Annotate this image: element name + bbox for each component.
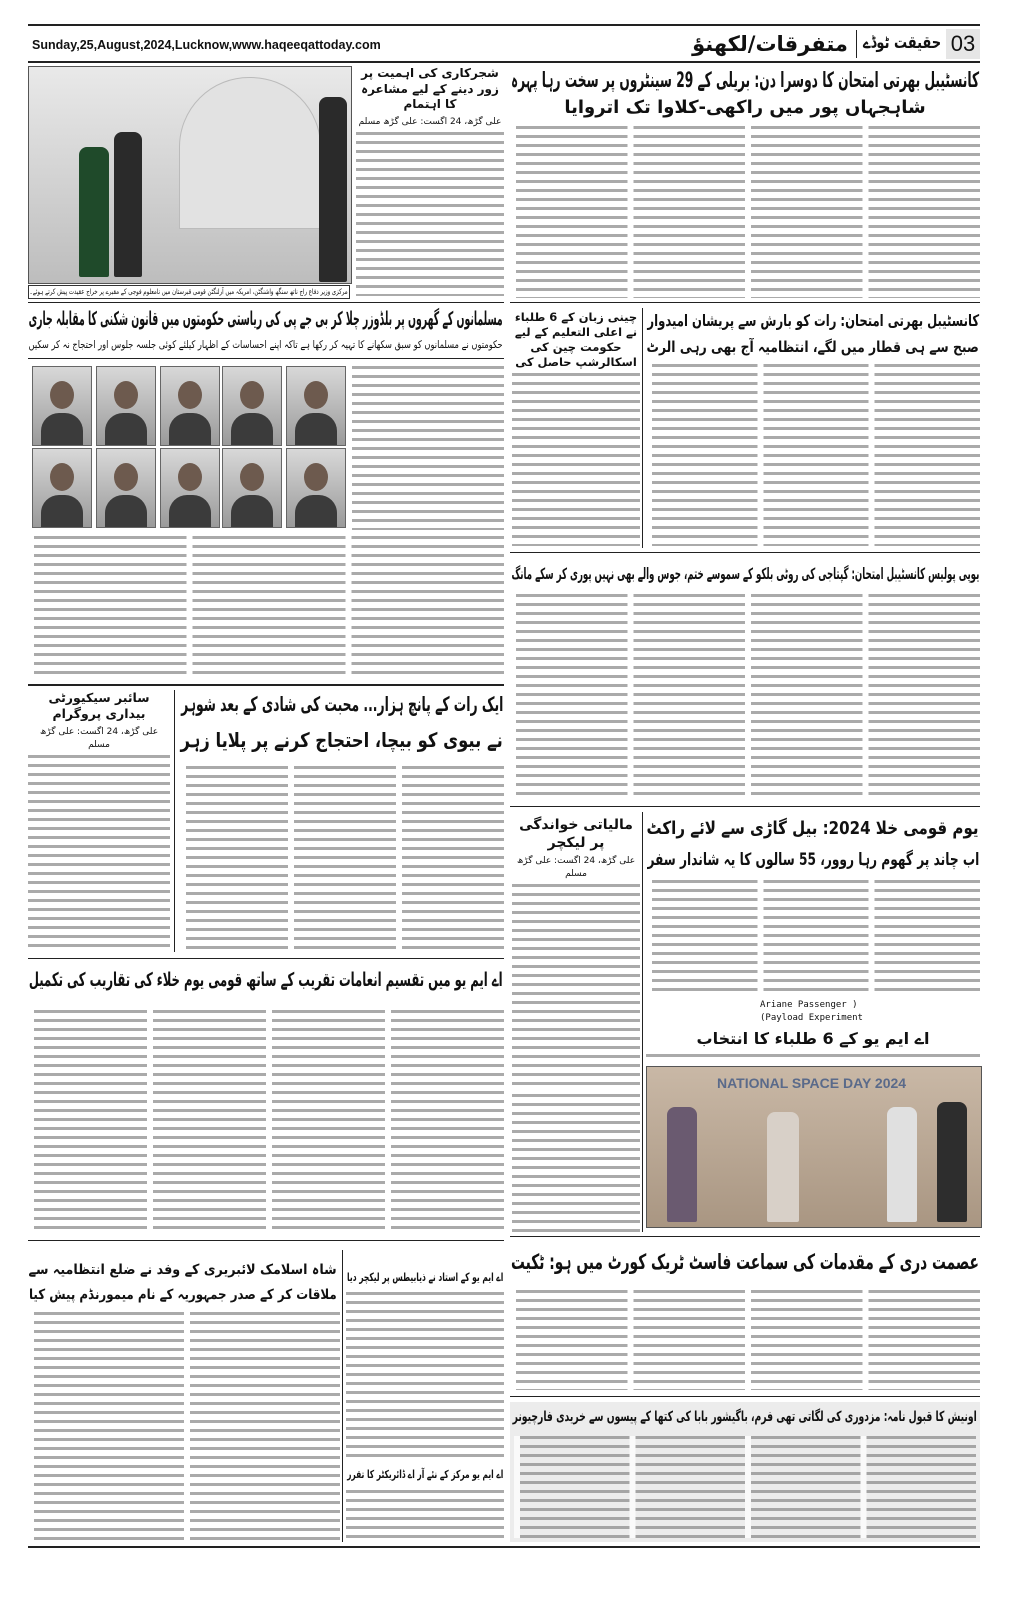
banner: NATIONAL SPACE DAY 2024: [717, 1075, 907, 1091]
column-rule: [342, 1250, 343, 1542]
headline-text: اونیش کا قبول نامہ: مزدوری کی لگاتی تھی فرم، باگیشور بابا کی کتھا کے پیسوں سے خریدی فارچیونر: [512, 1409, 978, 1426]
divider: [28, 684, 504, 686]
story-chinese-scholarship: [512, 310, 640, 546]
article-body: [512, 1094, 640, 1232]
inline-english-text: (Payload Experiment: [760, 1012, 870, 1024]
article-body: [512, 373, 640, 546]
bottom-rule: [28, 1546, 980, 1548]
dateline: علی گڑھ، 24 اگست: علی گڑھ مسلم: [516, 856, 636, 880]
column-rule: [642, 812, 643, 1232]
figure: [937, 1102, 967, 1222]
dateline: علی گڑھ، 24 اگست: علی گڑھ مسلم: [39, 726, 159, 750]
article-body: [28, 536, 504, 676]
subhead-text: صبح سے ہی قطار میں لگے، انتظامیہ آج بھی رہی الرٹ: [646, 337, 980, 356]
figure: [319, 97, 347, 282]
headline-gupta-samosa: [510, 563, 980, 587]
headline-text: یوپی پولیس کانسٹیبل امتحان: گپتاجی کی روٹی بلکو کے سموسے ختم، جوس والے بھی نہیں پوری کر سکے مانگ: [511, 565, 979, 584]
subhead-text: شاہجہاں پور میں راکھی-کلاوا تک اتروایا: [564, 96, 926, 118]
article-body: [180, 766, 504, 952]
portrait: [160, 448, 220, 528]
article-body: [28, 755, 170, 953]
subhead-sold-wife: [180, 726, 504, 754]
section-title-text: متفرقات/لکھنؤ: [692, 31, 848, 56]
divider: [510, 552, 980, 553]
portrait: [32, 366, 92, 446]
headline-text: ایک رات کے پانچ ہزار... محبت کی شادی کے بعد شوہر: [180, 691, 504, 716]
photo-caption-text: مرکزی وزیر دفاع راج ناتھ سنگھ واشنگٹن، امریکہ میں آرلنگٹن قومی قبرستان میں نامعلوم فوجی کے مقبرے پر خراج عقیدت پیش کرتے ہوئے۔: [29, 287, 349, 297]
headline-text: مسلمانوں کے گھروں پر بلڈوزر چلا کر بی جے پی کی ریاستی حکومتوں میں قانون شکنی کا مقابلہ جاری: [28, 308, 504, 331]
article-body: [510, 594, 980, 799]
headline-avnish-confession: [512, 1407, 978, 1429]
dateline: Sunday,25,August,2024,Lucknow,www.haqeeqattoday.com: [32, 38, 381, 52]
figure: [667, 1107, 697, 1222]
photo-caption: [28, 285, 350, 299]
article-body: [646, 880, 980, 996]
subhead-space-day: [646, 848, 980, 874]
portrait: [96, 366, 156, 446]
article-body: [646, 364, 980, 546]
portrait: [222, 448, 282, 528]
subhead-shah-islamic-library: [28, 1285, 338, 1307]
headline-sold-wife: [180, 690, 504, 718]
headline-tikait-fast-track: [510, 1246, 980, 1278]
divider: [28, 302, 504, 303]
amu-students-photo: [646, 1066, 982, 1228]
article-body: [510, 126, 980, 298]
headline-text: عصمت دری کے مقدمات کی سماعت فاسٹ ٹریک کورٹ میں ہو: ٹکیت: [511, 1249, 979, 1274]
headline-text: کانسٹیبل بھرتی امتحان کا دوسرا دن: بریلی کے 29 سینٹروں پر سخت رہا پہرہ: [510, 67, 980, 92]
article-body: [28, 1312, 340, 1540]
headline-text: اے ایم یو مرکز کے نئے آر اے ڈائریکٹر کا تقرر: [346, 1468, 504, 1482]
figure: [887, 1107, 917, 1222]
story-financial-literacy: [512, 816, 640, 1086]
headline-diabetes-lecture: [346, 1268, 504, 1286]
subhead-text: حکومتوں نے مسلمانوں کو سبق سکھانے کا تہیہ کر رکھا ہے تاکہ اپنے احساسات کے اظہار کیلئے کوئی جلسہ جلوس اور احتجاج نہ کر سکیں: [28, 339, 504, 352]
article-body: [352, 366, 504, 530]
article-body: [28, 1010, 504, 1232]
headline-new-director: [346, 1466, 504, 1484]
headline-text: اے ایم یو کے استاد نے ذیابیطس پر لیکچر دیا: [346, 1269, 504, 1284]
column-rule: [642, 308, 643, 548]
headline-space-day: [646, 816, 980, 842]
subhead-text: اب چاند پر گھوم رہا روور، 55 سالوں کا یہ شاندار سفر: [647, 850, 979, 871]
paper-name-text: حقیقت ٹوڈے: [862, 33, 942, 54]
article-body: [346, 1292, 504, 1458]
story-tree-plantation: [356, 66, 504, 296]
headline-cyber-security: سائبر سیکیورٹی بیداری پروگرام: [48, 690, 150, 722]
dateline: علی گڑھ، 24 اگست: علی گڑھ مسلم: [358, 116, 502, 127]
divider: [510, 302, 980, 303]
headline-amu-prize-space-day: [28, 966, 504, 996]
figure: [79, 147, 109, 277]
article-body: [646, 1054, 980, 1062]
article-body: [514, 1436, 976, 1538]
divider: [510, 1236, 980, 1237]
masthead-bottom-rule: [28, 61, 980, 63]
page-number: 03: [946, 29, 980, 59]
portrait: [160, 366, 220, 446]
subhead-rain-candidates: [646, 336, 980, 358]
headline-amu-6-students: [646, 1028, 980, 1050]
rajnath-arlington-photo: [28, 66, 352, 284]
portrait: [286, 366, 346, 446]
headline-tree-plantation: شجرکاری کی اہمیت پر زور دینے کے لیے مشاعرہ کا اہتمام: [361, 66, 499, 112]
section-title: [690, 28, 850, 60]
portrait: [222, 366, 282, 446]
portrait: [32, 448, 92, 528]
subhead-text: ملاقات کر کے صدر جمہوریہ کے نام میمورنڈم پیش کیا: [29, 1287, 337, 1304]
article-body: [356, 132, 504, 296]
headline-financial-literacy: مالیاتی خواندگی پر لیکچر: [519, 817, 633, 852]
masthead-divider: [856, 30, 857, 58]
portrait: [286, 448, 346, 528]
figure: [767, 1112, 799, 1222]
paper-name: [862, 30, 942, 58]
divider: [28, 958, 504, 959]
headline-shah-islamic-library: [28, 1260, 338, 1282]
headline-text: شاہ اسلامک لائبریری کے وفد نے ضلع انتظامیہ سے: [28, 1262, 338, 1279]
subhead-bulldozer: [28, 337, 504, 355]
subhead-constable-exam-day2: [510, 96, 980, 120]
headline-constable-exam-day2: [510, 66, 980, 94]
article-body: [346, 1490, 504, 1540]
portrait: [96, 448, 156, 528]
headline-text: اے ایم یو میں تقسیم انعامات تقریب کے ساتھ قومی یوم خلاء کی تقاریب کی تکمیل: [29, 969, 503, 992]
divider: [510, 806, 980, 807]
headline-text: کانسٹیبل بھرتی امتحان: رات کو بارش سے پریشان امیدوار: [647, 311, 979, 330]
column-rule: [174, 690, 175, 952]
headline-bulldozer: [28, 306, 504, 334]
top-rule: [28, 24, 980, 26]
headline-chinese-scholarship: چینی زبان کے 6 طلباء نے اعلی التعلیم کے لیے حکومت چین کی اسکالرشپ حاصل کی: [514, 310, 638, 369]
monument: [179, 77, 321, 229]
divider: [28, 1240, 504, 1241]
headline-rain-candidates: [646, 310, 980, 332]
article-body: [510, 1290, 980, 1390]
inline-english-text: Ariane Passenger ): [760, 999, 870, 1011]
article-body: [512, 884, 640, 1086]
headline-text: اے ایم یو کے 6 طلباء کا انتخاب: [696, 1029, 930, 1048]
divider: [510, 1396, 980, 1397]
headline-text: یوم قومی خلا 2024: بیل گاڑی سے لائے راکٹ: [646, 817, 980, 839]
divider: [28, 358, 504, 359]
figure: [114, 132, 142, 277]
subhead-text: نے بیوی کو بیچا، احتجاج کرنے پر پلایا زہر: [180, 727, 504, 752]
story-cyber-security: [28, 690, 170, 952]
